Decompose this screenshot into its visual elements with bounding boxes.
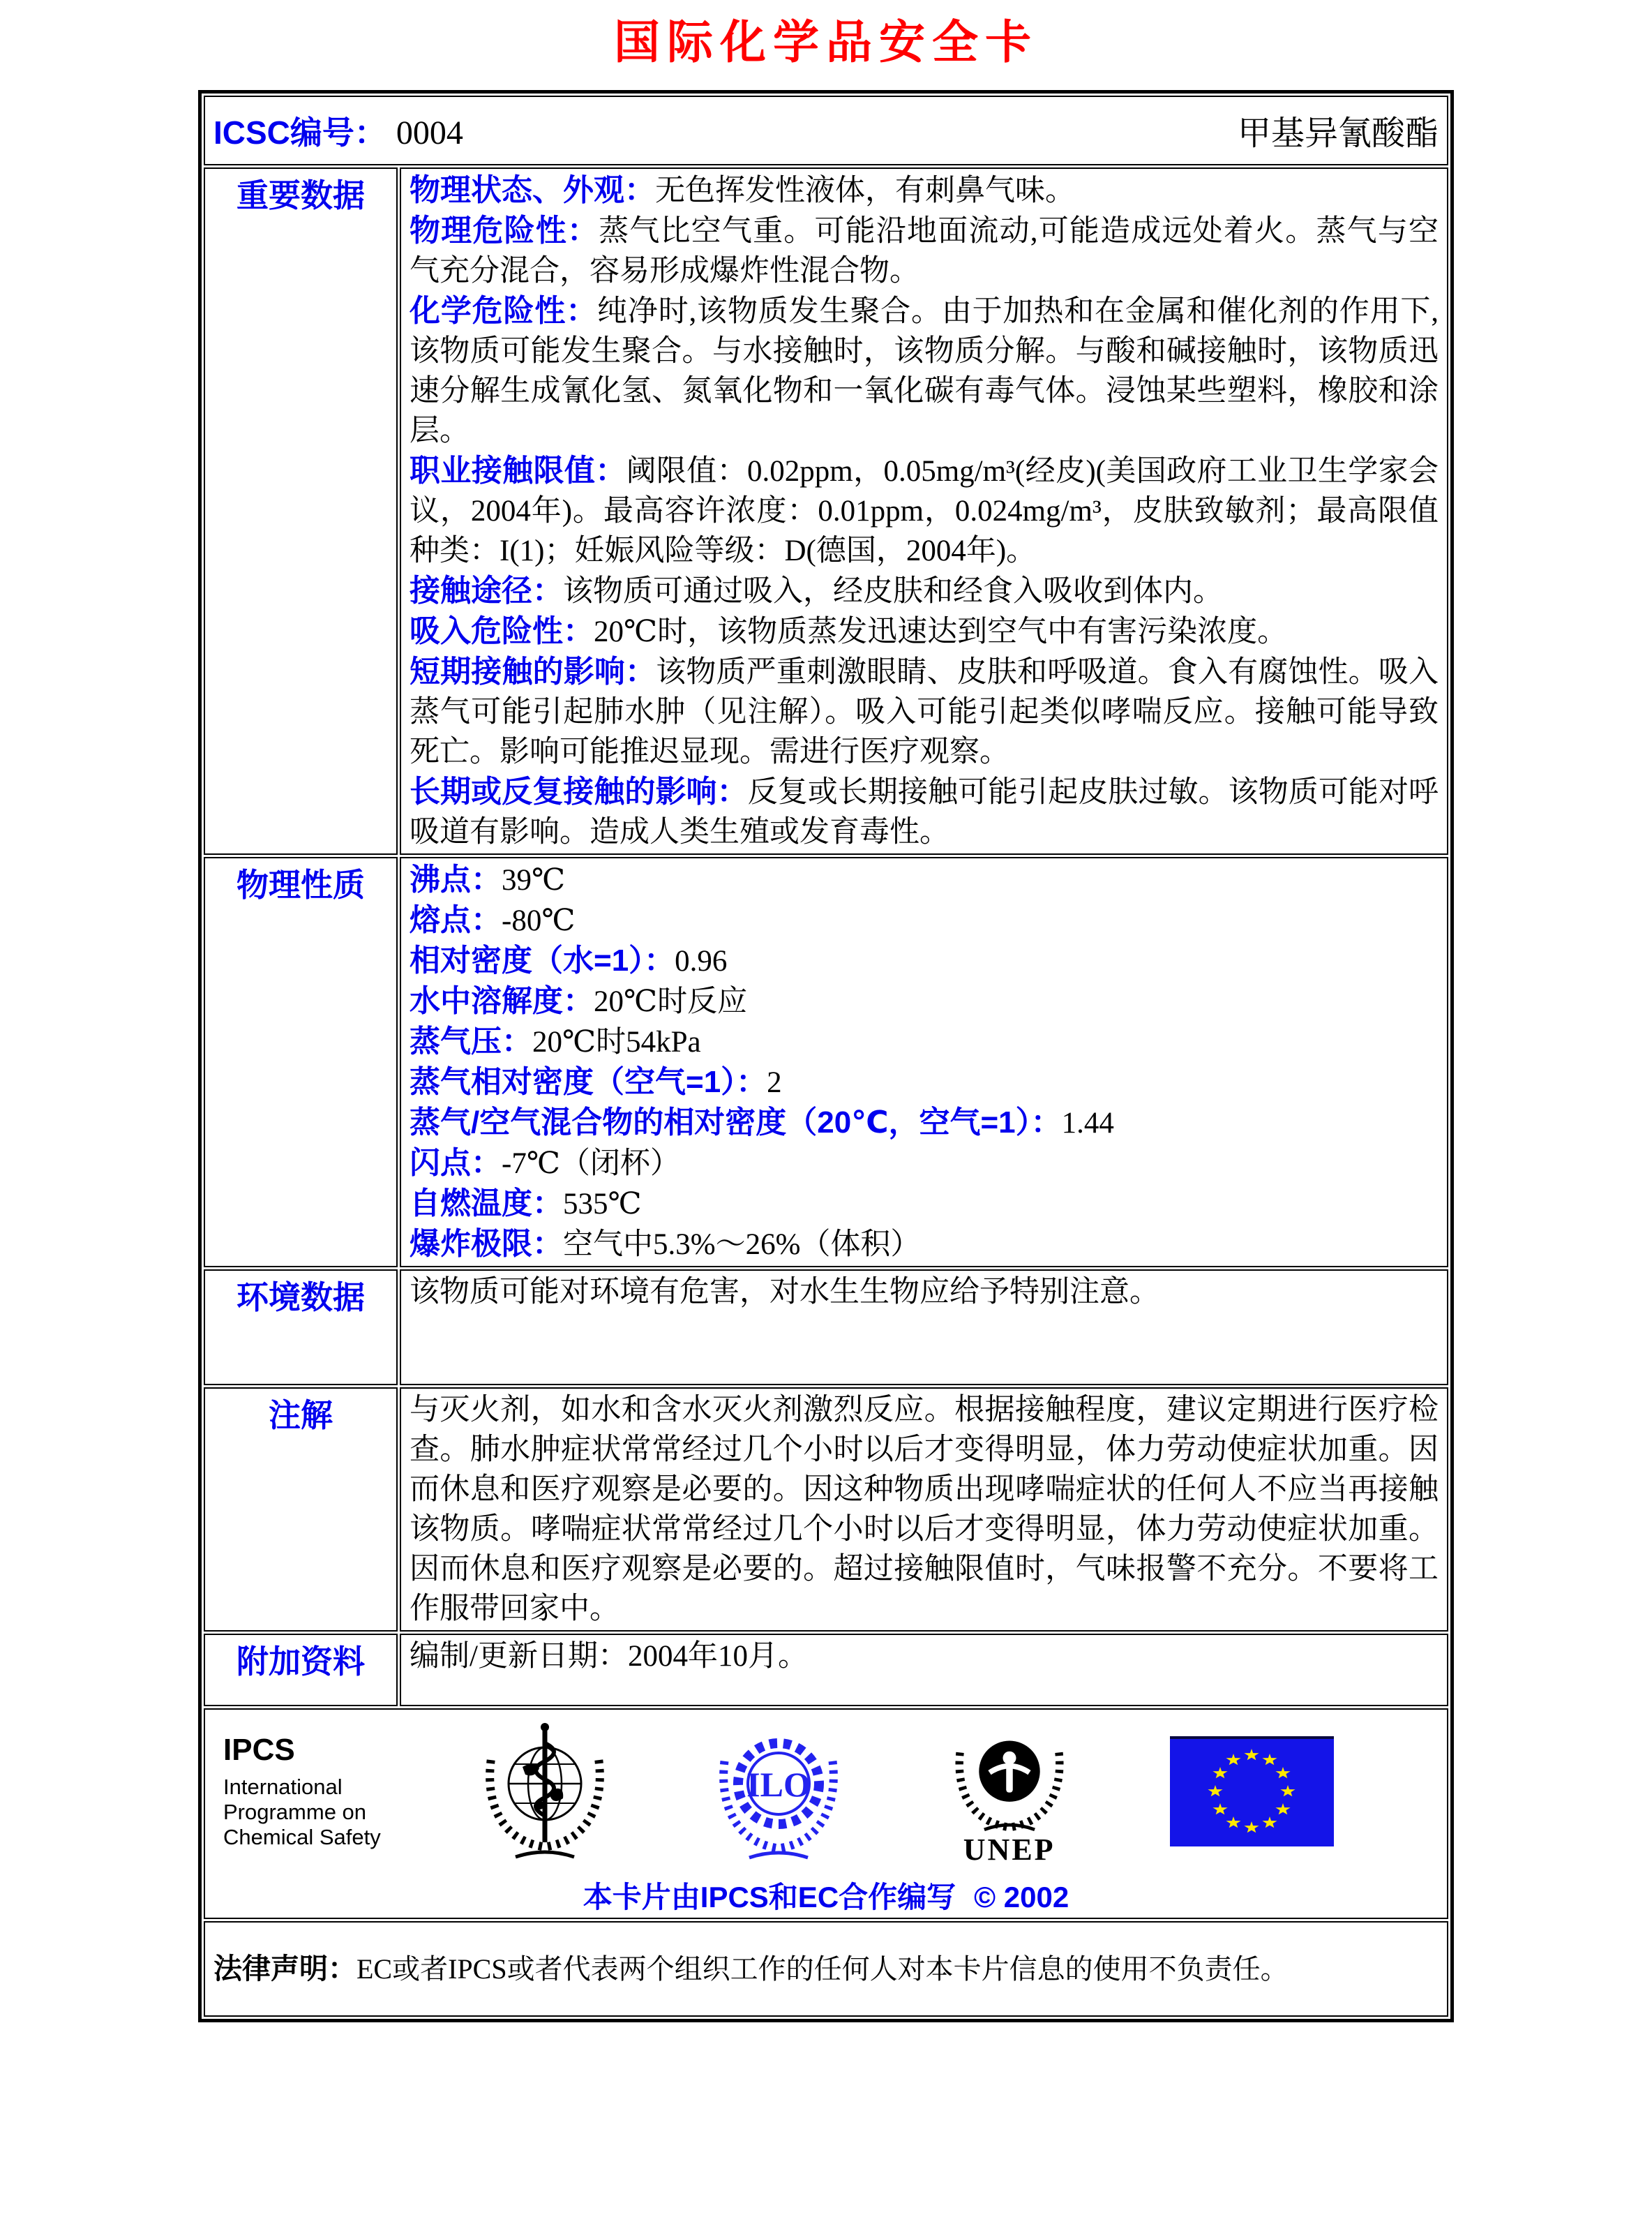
melting-point-item: [410, 900, 1439, 941]
ilo-letters: ILO: [746, 1765, 811, 1805]
environmental-data-content: [400, 1269, 1448, 1385]
caption-text: 本卡片由IPCS和EC合作编写: [583, 1880, 956, 1913]
melting-point-value: -80℃: [502, 904, 576, 937]
flash-point-item: [410, 1143, 1439, 1184]
vapor-pressure-label: 蒸气压：: [410, 1024, 532, 1059]
exposure-limit-item: [410, 451, 1439, 571]
autoignition-item: [410, 1184, 1439, 1224]
vapor-air-density-item: [410, 1103, 1439, 1143]
important-data-label: 重要数据: [236, 177, 365, 214]
environmental-data-label: 环境数据: [236, 1278, 365, 1315]
legal-notice-row: [204, 1921, 1448, 2017]
vapor-air-density-label: 蒸气/空气混合物的相对密度（20℃，空气=1）：: [410, 1105, 1062, 1140]
long-term-effects-label: 长期或反复接触的影响：: [410, 774, 748, 809]
ipcs-line-1: International: [223, 1775, 343, 1800]
vapor-pressure-item: [410, 1022, 1439, 1062]
chemical-hazard-label: 化学危险性：: [410, 293, 598, 328]
notes-label-cell: [204, 1387, 398, 1632]
chemical-name: 甲基异氰酸酯: [1237, 115, 1439, 153]
physical-hazard-label: 物理危险性：: [410, 213, 599, 248]
physical-state-text: 无色挥发性液体，有刺鼻气味。: [655, 174, 1075, 207]
notes-content: [400, 1387, 1448, 1632]
logos-cell: [204, 1708, 1448, 1919]
autoignition-value: 535℃: [563, 1187, 642, 1221]
unep-wordmark: UNEP: [963, 1832, 1056, 1867]
unep-logo-block: [943, 1715, 1076, 1867]
autoignition-label: 自燃温度：: [410, 1186, 563, 1221]
safety-card-table: [198, 90, 1454, 2022]
icsc-number-group: [213, 107, 463, 154]
copyright-text: © 2002: [974, 1880, 1069, 1913]
physical-state-item: [410, 170, 1439, 211]
icsc-number-label: ICSC编号：: [213, 114, 386, 151]
unep-logo-icon: [943, 1715, 1076, 1833]
icsc-bar: [213, 106, 1439, 154]
exposure-route-label: 接触途径：: [410, 573, 563, 608]
additional-info-row: [204, 1634, 1448, 1706]
icsc-header-row: [204, 96, 1448, 165]
physical-properties-content: [400, 857, 1448, 1267]
water-solubility-item: [410, 981, 1439, 1022]
water-solubility-label: 水中溶解度：: [410, 983, 594, 1018]
exposure-route-item: [410, 571, 1439, 611]
icsc-number-value: 0004: [396, 114, 463, 151]
exposure-route-text: 该物质可通过吸入，经皮肤和经食入吸收到体内。: [563, 574, 1223, 608]
flash-point-label: 闪点：: [410, 1145, 502, 1180]
chemical-hazard-text: 纯净时,该物质发生聚合。由于加热和在金属和催化剂的作用下,该物质可能发生聚合。与水接触时，该物质分解。与酸和碱接触时，该物质迅速分解生成氰化氢、氮氧化物和一氧化碳有毒气体。浸蚀某些塑料，橡胶和涂层。: [410, 294, 1439, 447]
vapor-density-item: [410, 1062, 1439, 1103]
inhalation-risk-item: [410, 611, 1439, 652]
logo-strip: [213, 1711, 1439, 1867]
melting-point-label: 熔点：: [410, 902, 502, 937]
additional-info-label-cell: [204, 1634, 398, 1706]
logos-row: [204, 1708, 1448, 1919]
legal-notice: [213, 1952, 1439, 1986]
who-logo-icon: [475, 1719, 615, 1863]
exposure-limit-label: 职业接触限值：: [410, 453, 626, 488]
ipcs-text-block: [223, 1733, 381, 1850]
explosive-limits-item: [410, 1224, 1439, 1264]
environmental-data-label-cell: [204, 1269, 398, 1385]
inhalation-risk-label: 吸入危险性：: [410, 613, 594, 648]
additional-info-text: 编制/更新日期：2004年10月。: [410, 1639, 808, 1673]
additional-info-content: [400, 1634, 1448, 1706]
important-data-content: [400, 167, 1448, 855]
explosive-limits-label: 爆炸极限：: [410, 1226, 563, 1261]
vapor-pressure-value: 20℃时54kPa: [532, 1025, 701, 1059]
additional-info-label: 附加资料: [236, 1643, 365, 1680]
inhalation-risk-text: 20℃时，该物质蒸发迅速达到空气中有害污染浓度。: [594, 615, 1288, 648]
notes-label: 注解: [269, 1396, 333, 1433]
water-solubility-value: 20℃时反应: [594, 985, 748, 1018]
exposure-limit-text: 阈限值：0.02ppm，0.05mg/m³(经皮)(美国政府工业卫生学家会议，2004年)。最高容许浓度：0.01ppm，0.024mg/m³，皮肤致敏剂；最高限值种类：I(1)；妊娠风险等级：D(德国，2004年)。: [410, 454, 1439, 567]
long-term-effects-item: [410, 772, 1439, 852]
important-data-label-cell: [204, 167, 398, 855]
short-term-effects-text: 该物质严重刺激眼睛、皮肤和呼吸道。食入有腐蚀性。吸入蒸气可能引起肺水肿（见注解）。吸入可能引起类似哮喘反应。接触可能导致死亡。影响可能推迟显现。需进行医疗观察。: [410, 655, 1439, 768]
notes-row: [204, 1387, 1448, 1632]
relative-density-value: 0.96: [675, 944, 728, 978]
icsc-header-cell: [204, 96, 1448, 165]
relative-density-item: [410, 941, 1439, 981]
physical-properties-label-cell: [204, 857, 398, 1267]
boiling-point-value: 39℃: [502, 863, 566, 897]
explosive-limits-value: 空气中5.3%～26%（体积）: [563, 1227, 921, 1261]
vapor-air-density-value: 1.44: [1061, 1106, 1114, 1140]
short-term-effects-item: [410, 652, 1439, 772]
chemical-hazard-item: [410, 291, 1439, 451]
relative-density-label: 相对密度（水=1）：: [410, 943, 675, 978]
vapor-density-label: 蒸气相对密度（空气=1）：: [410, 1064, 767, 1099]
physical-properties-row: [204, 857, 1448, 1267]
eu-flag-icon: [1170, 1736, 1334, 1846]
environmental-data-row: [204, 1269, 1448, 1385]
boiling-point-item: [410, 860, 1439, 900]
physical-state-label: 物理状态、外观：: [410, 172, 655, 207]
long-term-effects-text: 反复或长期接触可能引起皮肤过敏。该物质可能对呼吸道有影响。造成人类生殖或发育毒性。: [410, 775, 1439, 849]
environmental-data-text: 该物质可能对环境有危害，对水生生物应给予特别注意。: [410, 1275, 1159, 1308]
legal-notice-cell: [204, 1921, 1448, 2017]
flash-point-value: -7℃（闭杯）: [502, 1147, 680, 1180]
ipcs-line-3: Chemical Safety: [223, 1824, 381, 1849]
cooperation-caption: [213, 1874, 1439, 1916]
important-data-row: [204, 167, 1448, 855]
physical-properties-label: 物理性质: [236, 866, 365, 903]
legal-notice-text: EC或者IPCS或者代表两个组织工作的任何人对本卡片信息的使用不负责任。: [356, 1953, 1289, 1985]
ipcs-line-2: Programme on: [223, 1800, 367, 1825]
ilo-logo-icon: [709, 1719, 848, 1863]
short-term-effects-label: 短期接触的影响：: [410, 654, 656, 689]
ipcs-acronym: IPCS: [223, 1732, 295, 1767]
physical-hazard-item: [410, 211, 1439, 291]
notes-text: 与灭火剂，如水和含水灭火剂激烈反应。根据接触程度，建议定期进行医疗检查。肺水肿症状常常经过几个小时以后才变得明显，体力劳动使症状加重。因而休息和医疗观察是必要的。因这种物质出现哮喘症状的任何人不应当再接触该物质。哮喘症状常常经过几个小时以后才变得明显，体力劳动使症状加重。因而休息和医疗观察是必要的。超过接触限值时，气味报警不充分。不要将工作服带回家中。: [410, 1393, 1439, 1625]
vapor-density-value: 2: [767, 1066, 782, 1099]
physical-hazard-text: 蒸气比空气重。可能沿地面流动,可能造成远处着火。蒸气与空气充分混合，容易形成爆炸性混合物。: [410, 214, 1439, 288]
boiling-point-label: 沸点：: [410, 862, 502, 897]
page-title: 国际化学品安全卡: [614, 17, 1038, 68]
legal-notice-label: 法律声明：: [213, 1952, 356, 1985]
